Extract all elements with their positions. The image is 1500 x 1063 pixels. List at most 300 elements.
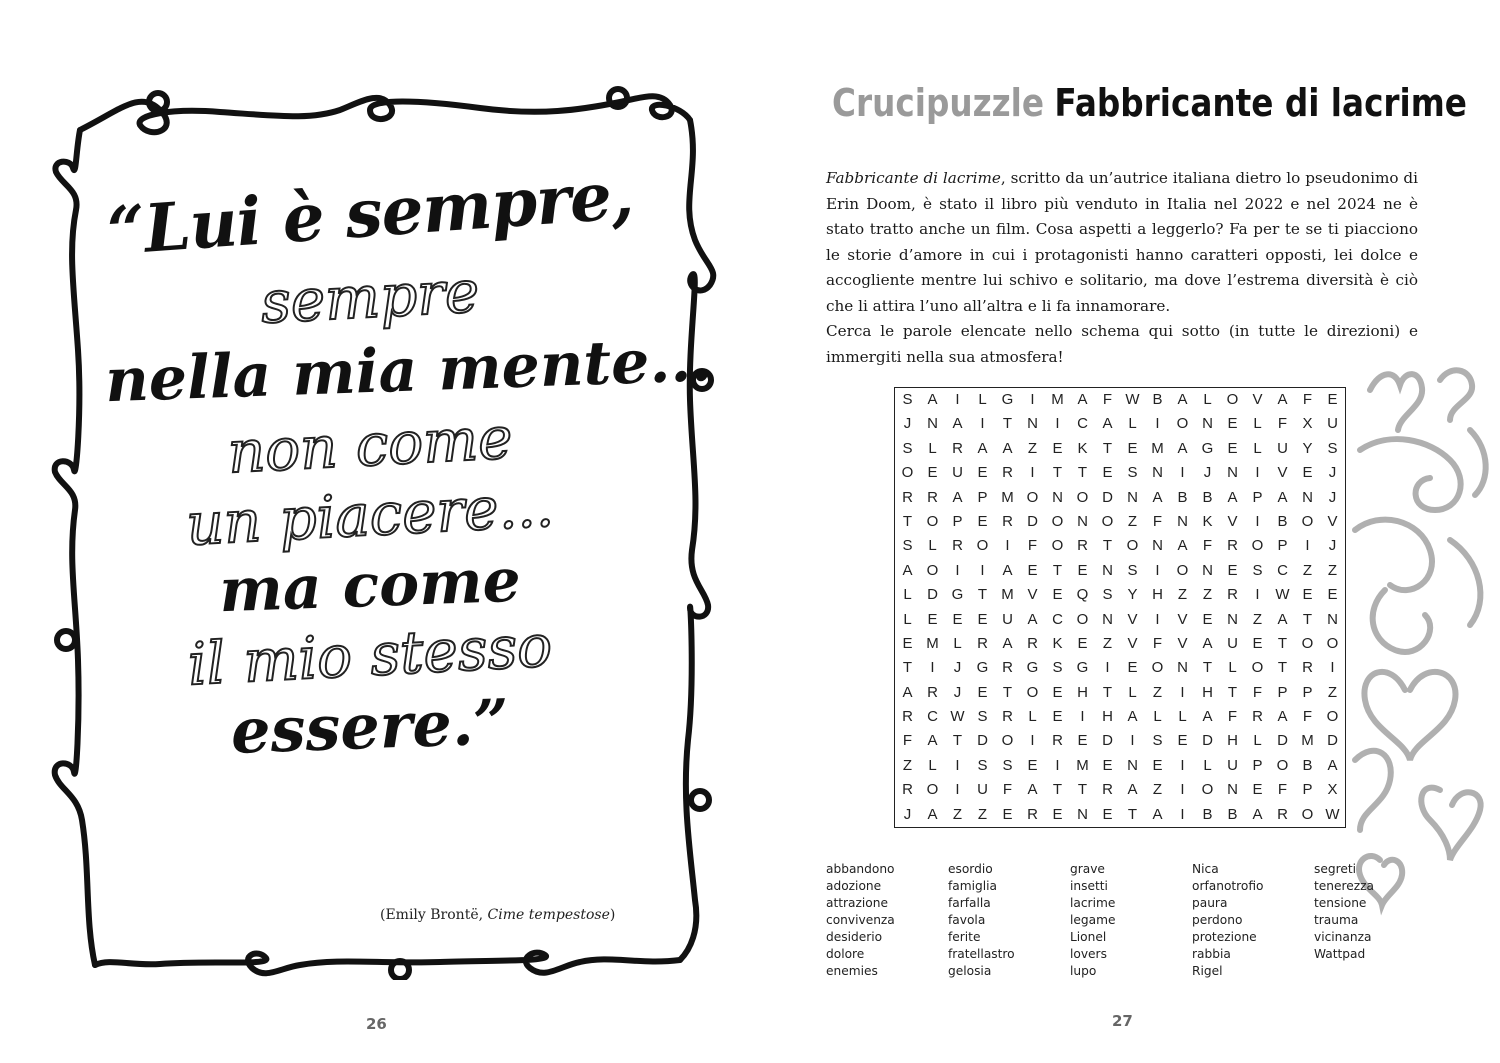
grid-cell[interactable]: R <box>1052 732 1063 750</box>
grid-cell[interactable]: O <box>1176 415 1189 433</box>
grid-cell[interactable]: I <box>1030 391 1035 408</box>
grid-cell[interactable]: L <box>1228 659 1237 677</box>
grid-cell[interactable]: E <box>1102 756 1113 774</box>
grid-cell[interactable]: N <box>1152 464 1163 482</box>
grid-cell[interactable]: F <box>1027 537 1038 555</box>
grid-cell[interactable]: O <box>1001 732 1014 750</box>
grid-cell[interactable]: I <box>1055 415 1060 433</box>
grid-cell[interactable]: V <box>1327 512 1338 530</box>
grid-cell[interactable]: V <box>1177 634 1188 652</box>
grid-cell[interactable]: Z <box>1252 610 1263 628</box>
grid-cell[interactable]: R <box>927 683 938 701</box>
grid-cell[interactable]: N <box>1177 512 1188 530</box>
grid-cell[interactable]: A <box>1002 634 1013 652</box>
grid-cell[interactable]: B <box>1202 488 1213 506</box>
grid-cell[interactable]: E <box>1077 732 1088 750</box>
grid-cell[interactable]: C <box>1077 415 1088 433</box>
grid-cell[interactable]: N <box>1027 415 1038 433</box>
grid-cell[interactable]: A <box>952 488 963 506</box>
grid-cell[interactable]: O <box>1076 610 1089 628</box>
grid-cell[interactable]: Z <box>1327 683 1338 701</box>
grid-cell[interactable]: L <box>928 439 937 457</box>
grid-cell[interactable]: E <box>1227 561 1238 579</box>
grid-cell[interactable]: E <box>1202 610 1213 628</box>
grid-cell[interactable]: I <box>1180 781 1185 799</box>
grid-cell[interactable]: O <box>1026 683 1039 701</box>
grid-cell[interactable]: N <box>1202 415 1213 433</box>
grid-cell[interactable]: X <box>1327 781 1338 799</box>
grid-cell[interactable]: S <box>1102 586 1113 604</box>
grid-cell[interactable]: O <box>926 512 939 530</box>
grid-cell[interactable]: N <box>927 415 938 433</box>
grid-cell[interactable]: R <box>1027 805 1038 823</box>
grid-cell[interactable]: O <box>1051 512 1064 530</box>
grid-cell[interactable]: E <box>1127 439 1138 457</box>
grid-cell[interactable]: N <box>1102 610 1113 628</box>
grid-cell[interactable]: I <box>1180 464 1185 482</box>
grid-cell[interactable]: I <box>1155 561 1160 579</box>
grid-cell[interactable]: M <box>1001 586 1014 604</box>
grid-cell[interactable]: G <box>1001 391 1014 408</box>
grid-cell[interactable]: E <box>1302 464 1313 482</box>
grid-cell[interactable]: B <box>1302 756 1313 774</box>
grid-cell[interactable]: I <box>1180 683 1185 701</box>
grid-cell[interactable]: G <box>1026 659 1039 677</box>
grid-cell[interactable]: I <box>1005 537 1010 555</box>
grid-cell[interactable]: A <box>927 732 938 750</box>
grid-cell[interactable]: N <box>1227 610 1238 628</box>
grid-cell[interactable]: E <box>927 610 938 628</box>
grid-cell[interactable]: G <box>1076 659 1089 677</box>
grid-cell[interactable]: A <box>1152 488 1163 506</box>
grid-cell[interactable]: A <box>1252 805 1263 823</box>
grid-cell[interactable]: U <box>952 464 963 482</box>
grid-cell[interactable]: D <box>977 732 988 750</box>
grid-cell[interactable]: M <box>1151 439 1164 457</box>
grid-cell[interactable]: T <box>1077 781 1088 799</box>
grid-cell[interactable]: Y <box>1302 439 1313 457</box>
grid-cell[interactable]: T <box>902 512 913 530</box>
grid-cell[interactable]: W <box>1275 586 1290 604</box>
grid-cell[interactable]: N <box>1052 488 1063 506</box>
grid-cell[interactable]: J <box>1203 464 1212 482</box>
grid-cell[interactable]: A <box>1277 488 1288 506</box>
grid-cell[interactable]: Z <box>1202 586 1213 604</box>
grid-cell[interactable]: Z <box>1152 683 1163 701</box>
grid-cell[interactable]: H <box>1077 683 1088 701</box>
grid-cell[interactable]: S <box>1127 464 1138 482</box>
grid-cell[interactable]: V <box>1177 610 1188 628</box>
grid-cell[interactable]: M <box>926 634 939 652</box>
grid-cell[interactable]: Z <box>902 756 913 774</box>
grid-cell[interactable]: T <box>1277 659 1288 677</box>
grid-cell[interactable]: F <box>902 732 913 750</box>
grid-cell[interactable]: M <box>1301 732 1314 750</box>
grid-cell[interactable]: O <box>1326 708 1339 726</box>
grid-cell[interactable]: I <box>1330 659 1335 677</box>
grid-cell[interactable]: M <box>1001 488 1014 506</box>
grid-cell[interactable]: E <box>952 610 963 628</box>
grid-cell[interactable]: J <box>1328 488 1337 506</box>
grid-cell[interactable]: T <box>1102 439 1113 457</box>
grid-cell[interactable]: R <box>1002 464 1013 482</box>
grid-cell[interactable]: J <box>953 659 962 677</box>
grid-cell[interactable]: E <box>1077 561 1088 579</box>
grid-cell[interactable]: O <box>1201 781 1214 799</box>
grid-cell[interactable]: O <box>976 537 989 555</box>
grid-cell[interactable]: V <box>1277 464 1288 482</box>
grid-cell[interactable]: J <box>953 683 962 701</box>
grid-cell[interactable]: E <box>1077 634 1088 652</box>
grid-cell[interactable]: R <box>1027 634 1038 652</box>
grid-cell[interactable]: O <box>901 464 914 482</box>
grid-cell[interactable]: O <box>926 561 939 579</box>
grid-cell[interactable]: P <box>1277 537 1288 555</box>
grid-cell[interactable]: I <box>1030 464 1035 482</box>
grid-cell[interactable]: A <box>1177 391 1188 408</box>
grid-cell[interactable]: P <box>1302 781 1313 799</box>
grid-cell[interactable]: Z <box>977 805 988 823</box>
grid-cell[interactable]: O <box>1276 756 1289 774</box>
grid-cell[interactable]: R <box>1277 805 1288 823</box>
grid-cell[interactable]: E <box>1102 805 1113 823</box>
grid-cell[interactable]: L <box>978 391 987 408</box>
grid-cell[interactable]: B <box>1202 805 1213 823</box>
grid-cell[interactable]: U <box>1227 756 1238 774</box>
grid-cell[interactable]: W <box>1325 805 1340 823</box>
grid-cell[interactable]: T <box>1277 634 1288 652</box>
grid-cell[interactable]: S <box>1252 561 1263 579</box>
grid-cell[interactable]: O <box>1226 391 1239 408</box>
grid-cell[interactable]: L <box>928 756 937 774</box>
grid-cell[interactable]: N <box>1202 561 1213 579</box>
grid-cell[interactable]: H <box>1202 683 1213 701</box>
grid-cell[interactable]: I <box>1255 586 1260 604</box>
grid-cell[interactable]: K <box>1077 439 1088 457</box>
grid-cell[interactable]: D <box>1102 488 1113 506</box>
grid-cell[interactable]: R <box>1252 708 1263 726</box>
grid-cell[interactable]: I <box>1180 756 1185 774</box>
grid-cell[interactable]: L <box>1203 756 1212 774</box>
grid-cell[interactable]: E <box>1027 756 1038 774</box>
grid-cell[interactable]: N <box>1077 805 1088 823</box>
grid-cell[interactable]: L <box>1253 439 1262 457</box>
grid-cell[interactable]: E <box>1052 708 1063 726</box>
grid-cell[interactable]: I <box>980 561 985 579</box>
grid-cell[interactable]: Z <box>1127 512 1138 530</box>
grid-cell[interactable]: R <box>977 634 988 652</box>
grid-cell[interactable]: I <box>1080 708 1085 726</box>
grid-cell[interactable]: I <box>955 391 960 408</box>
grid-cell[interactable]: R <box>952 537 963 555</box>
grid-cell[interactable]: L <box>903 610 912 628</box>
grid-cell[interactable]: J <box>903 805 912 823</box>
grid-cell[interactable]: I <box>1305 537 1310 555</box>
grid-cell[interactable]: T <box>1002 415 1013 433</box>
grid-cell[interactable]: S <box>1002 756 1013 774</box>
grid-cell[interactable]: U <box>977 781 988 799</box>
grid-cell[interactable]: N <box>1177 659 1188 677</box>
grid-cell[interactable]: I <box>1155 610 1160 628</box>
grid-cell[interactable]: O <box>1126 537 1139 555</box>
grid-cell[interactable]: Z <box>952 805 963 823</box>
grid-cell[interactable]: T <box>1302 610 1313 628</box>
grid-cell[interactable]: I <box>955 561 960 579</box>
grid-cell[interactable]: N <box>1077 512 1088 530</box>
grid-cell[interactable]: L <box>1028 708 1037 726</box>
grid-cell[interactable]: A <box>902 561 913 579</box>
grid-cell[interactable]: F <box>1227 708 1238 726</box>
grid-cell[interactable]: R <box>902 488 913 506</box>
grid-cell[interactable]: G <box>1201 439 1214 457</box>
grid-cell[interactable]: A <box>1277 708 1288 726</box>
grid-cell[interactable]: U <box>1277 439 1288 457</box>
grid-cell[interactable]: A <box>1002 439 1013 457</box>
grid-cell[interactable]: E <box>977 464 988 482</box>
grid-cell[interactable]: Z <box>1027 439 1038 457</box>
grid-cell[interactable]: A <box>927 391 938 408</box>
grid-cell[interactable]: L <box>1253 415 1262 433</box>
grid-cell[interactable]: A <box>1177 439 1188 457</box>
grid-cell[interactable]: A <box>1027 610 1038 628</box>
grid-cell[interactable]: I <box>1055 756 1060 774</box>
grid-cell[interactable]: R <box>1302 659 1313 677</box>
grid-cell[interactable]: V <box>1252 391 1263 408</box>
grid-cell[interactable]: T <box>902 659 913 677</box>
grid-cell[interactable]: K <box>1202 512 1213 530</box>
grid-cell[interactable]: J <box>903 415 912 433</box>
grid-cell[interactable]: A <box>1227 488 1238 506</box>
grid-cell[interactable]: A <box>1277 610 1288 628</box>
grid-cell[interactable]: T <box>1102 683 1113 701</box>
grid-cell[interactable]: M <box>1076 756 1089 774</box>
grid-cell[interactable]: G <box>976 659 989 677</box>
grid-cell[interactable]: E <box>1177 732 1188 750</box>
grid-cell[interactable]: V <box>1127 610 1138 628</box>
grid-cell[interactable]: E <box>1052 439 1063 457</box>
grid-cell[interactable]: C <box>1052 610 1063 628</box>
grid-cell[interactable]: O <box>1076 488 1089 506</box>
grid-cell[interactable]: T <box>1052 781 1063 799</box>
grid-cell[interactable]: F <box>1102 391 1113 408</box>
grid-cell[interactable]: O <box>1176 561 1189 579</box>
grid-cell[interactable]: I <box>1030 732 1035 750</box>
grid-cell[interactable]: R <box>1002 659 1013 677</box>
grid-cell[interactable]: A <box>1077 391 1088 408</box>
grid-cell[interactable]: T <box>1002 683 1013 701</box>
grid-cell[interactable]: I <box>1130 732 1135 750</box>
grid-cell[interactable]: T <box>1052 561 1063 579</box>
grid-cell[interactable]: N <box>1327 610 1338 628</box>
grid-cell[interactable]: O <box>1251 537 1264 555</box>
grid-cell[interactable]: W <box>950 708 965 726</box>
grid-cell[interactable]: E <box>1052 805 1063 823</box>
grid-cell[interactable]: N <box>1127 488 1138 506</box>
grid-cell[interactable]: V <box>1227 512 1238 530</box>
grid-cell[interactable]: F <box>1152 512 1163 530</box>
grid-cell[interactable]: I <box>1155 415 1160 433</box>
grid-cell[interactable]: H <box>1227 732 1238 750</box>
grid-cell[interactable]: B <box>1277 512 1288 530</box>
grid-cell[interactable]: P <box>952 512 963 530</box>
grid-cell[interactable]: E <box>1227 415 1238 433</box>
grid-cell[interactable]: L <box>903 586 912 604</box>
grid-cell[interactable]: R <box>1002 512 1013 530</box>
grid-cell[interactable]: A <box>1202 708 1213 726</box>
grid-cell[interactable]: T <box>952 732 963 750</box>
grid-cell[interactable]: D <box>1277 732 1288 750</box>
grid-cell[interactable]: R <box>1077 537 1088 555</box>
grid-cell[interactable]: Q <box>1076 586 1089 604</box>
grid-cell[interactable]: X <box>1302 415 1313 433</box>
grid-cell[interactable]: F <box>1202 537 1213 555</box>
grid-cell[interactable]: E <box>1327 391 1338 408</box>
grid-cell[interactable]: P <box>1302 683 1313 701</box>
grid-cell[interactable]: F <box>1002 781 1013 799</box>
grid-cell[interactable]: J <box>1328 464 1337 482</box>
grid-cell[interactable]: B <box>1177 488 1188 506</box>
grid-cell[interactable]: I <box>955 756 960 774</box>
grid-cell[interactable]: L <box>928 537 937 555</box>
grid-cell[interactable]: R <box>1102 781 1113 799</box>
grid-cell[interactable]: E <box>1227 439 1238 457</box>
grid-cell[interactable]: T <box>1052 464 1063 482</box>
grid-cell[interactable]: N <box>1227 464 1238 482</box>
grid-cell[interactable]: E <box>1252 634 1263 652</box>
grid-cell[interactable]: I <box>930 659 935 677</box>
grid-cell[interactable]: A <box>1127 781 1138 799</box>
grid-cell[interactable]: D <box>1102 732 1113 750</box>
grid-cell[interactable]: I <box>1105 659 1110 677</box>
grid-cell[interactable]: P <box>1252 488 1263 506</box>
grid-cell[interactable]: O <box>1301 634 1314 652</box>
grid-cell[interactable]: A <box>1152 805 1163 823</box>
grid-cell[interactable]: A <box>1177 537 1188 555</box>
grid-cell[interactable]: L <box>1128 683 1137 701</box>
grid-cell[interactable]: I <box>1180 805 1185 823</box>
grid-cell[interactable]: S <box>1052 659 1063 677</box>
grid-cell[interactable]: S <box>977 756 988 774</box>
grid-cell[interactable]: O <box>926 781 939 799</box>
grid-cell[interactable]: R <box>1002 708 1013 726</box>
grid-cell[interactable]: R <box>927 488 938 506</box>
grid-cell[interactable]: I <box>1255 512 1260 530</box>
grid-cell[interactable]: V <box>1027 586 1038 604</box>
grid-cell[interactable]: C <box>1277 561 1288 579</box>
grid-cell[interactable]: A <box>902 683 913 701</box>
grid-cell[interactable]: A <box>1127 708 1138 726</box>
grid-cell[interactable]: E <box>977 610 988 628</box>
grid-cell[interactable]: Z <box>1102 634 1113 652</box>
grid-cell[interactable]: R <box>952 439 963 457</box>
grid-cell[interactable]: T <box>1202 659 1213 677</box>
grid-cell[interactable]: R <box>902 708 913 726</box>
grid-cell[interactable]: E <box>1152 756 1163 774</box>
grid-cell[interactable]: A <box>927 805 938 823</box>
grid-cell[interactable]: S <box>902 391 913 408</box>
grid-cell[interactable]: H <box>1102 708 1113 726</box>
grid-cell[interactable]: E <box>1252 781 1263 799</box>
grid-cell[interactable]: N <box>1102 561 1113 579</box>
grid-cell[interactable]: O <box>1251 659 1264 677</box>
grid-cell[interactable]: S <box>1127 561 1138 579</box>
grid-cell[interactable]: Z <box>1327 561 1338 579</box>
grid-cell[interactable]: J <box>1328 537 1337 555</box>
grid-cell[interactable]: U <box>1327 415 1338 433</box>
grid-cell[interactable]: I <box>1255 464 1260 482</box>
grid-cell[interactable]: D <box>1327 732 1338 750</box>
grid-cell[interactable]: O <box>1301 805 1314 823</box>
grid-cell[interactable]: T <box>1077 464 1088 482</box>
grid-cell[interactable]: T <box>1102 537 1113 555</box>
grid-cell[interactable]: E <box>902 634 913 652</box>
grid-cell[interactable]: W <box>1125 391 1140 408</box>
grid-cell[interactable]: S <box>902 439 913 457</box>
grid-cell[interactable]: P <box>1252 756 1263 774</box>
grid-cell[interactable]: O <box>1026 488 1039 506</box>
grid-cell[interactable]: L <box>1178 708 1187 726</box>
grid-cell[interactable]: D <box>927 586 938 604</box>
grid-cell[interactable]: E <box>977 512 988 530</box>
grid-cell[interactable]: L <box>1128 415 1137 433</box>
grid-cell[interactable]: S <box>902 537 913 555</box>
grid-cell[interactable]: V <box>1127 634 1138 652</box>
grid-cell[interactable]: F <box>1277 781 1288 799</box>
grid-cell[interactable]: F <box>1302 391 1313 408</box>
grid-cell[interactable]: K <box>1052 634 1063 652</box>
grid-cell[interactable]: C <box>927 708 938 726</box>
grid-cell[interactable]: P <box>977 488 988 506</box>
grid-cell[interactable]: A <box>1327 756 1338 774</box>
grid-cell[interactable]: E <box>1302 586 1313 604</box>
grid-cell[interactable]: L <box>1153 708 1162 726</box>
grid-cell[interactable]: G <box>951 586 964 604</box>
grid-cell[interactable]: U <box>1227 634 1238 652</box>
grid-cell[interactable]: N <box>1227 781 1238 799</box>
grid-cell[interactable]: A <box>1027 781 1038 799</box>
grid-cell[interactable]: F <box>1302 708 1313 726</box>
word-search-grid[interactable] <box>894 387 1346 828</box>
grid-cell[interactable]: E <box>1102 464 1113 482</box>
grid-cell[interactable]: E <box>1027 561 1038 579</box>
grid-cell[interactable]: L <box>1253 732 1262 750</box>
grid-cell[interactable]: A <box>1102 415 1113 433</box>
grid-cell[interactable]: N <box>1127 756 1138 774</box>
grid-cell[interactable]: E <box>1052 586 1063 604</box>
grid-cell[interactable]: O <box>1326 634 1339 652</box>
grid-cell[interactable]: A <box>977 439 988 457</box>
grid-cell[interactable]: D <box>1027 512 1038 530</box>
grid-cell[interactable]: A <box>1002 561 1013 579</box>
grid-cell[interactable]: A <box>1277 391 1288 408</box>
grid-cell[interactable]: I <box>955 781 960 799</box>
grid-cell[interactable]: P <box>1277 683 1288 701</box>
grid-cell[interactable]: D <box>1202 732 1213 750</box>
grid-cell[interactable]: L <box>1203 391 1212 408</box>
grid-cell[interactable]: T <box>1127 805 1138 823</box>
grid-cell[interactable]: U <box>1002 610 1013 628</box>
grid-cell[interactable]: E <box>1327 586 1338 604</box>
grid-cell[interactable]: H <box>1152 586 1163 604</box>
grid-cell[interactable]: B <box>1152 391 1163 408</box>
grid-cell[interactable]: R <box>1227 586 1238 604</box>
grid-cell[interactable]: O <box>1101 512 1114 530</box>
grid-cell[interactable]: B <box>1227 805 1238 823</box>
grid-cell[interactable]: Z <box>1152 781 1163 799</box>
grid-cell[interactable]: E <box>977 683 988 701</box>
grid-cell[interactable]: Z <box>1302 561 1313 579</box>
grid-cell[interactable]: F <box>1252 683 1263 701</box>
